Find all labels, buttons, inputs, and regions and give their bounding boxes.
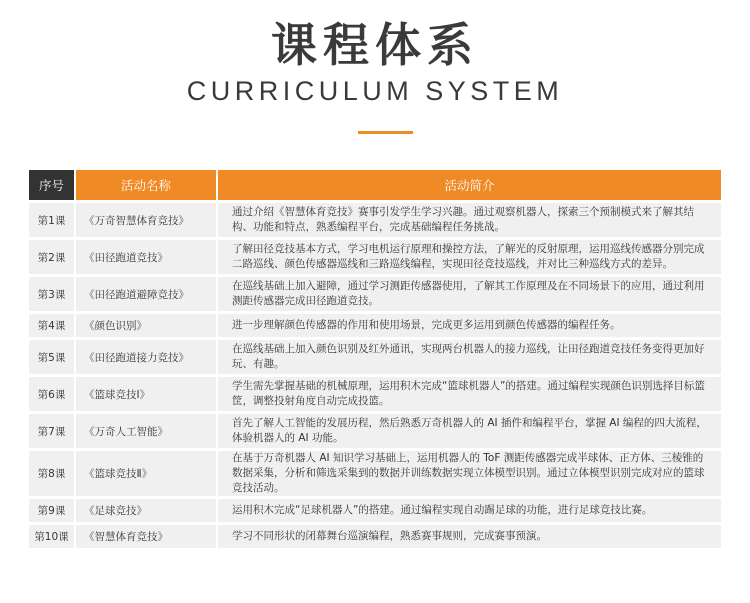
activity-summary: 运用积木完成“足球机器人”的搭建。通过编程实现自动踢足球的功能，进行足球竞技比赛。 [216, 499, 721, 522]
activity-summary: 在巡线基础上加入颜色识别及红外通讯，实现两台机器人的接力巡线，让田径跑道竞技任务变得更加好玩、有趣。 [216, 340, 721, 374]
lesson-number: 第10课 [29, 525, 74, 548]
activity-name: 《田径跑道接力竞技》 [74, 340, 216, 374]
lesson-number: 第6课 [29, 377, 74, 411]
activity-name: 《篮球竞技Ⅱ》 [74, 451, 216, 496]
activity-name: 《田径跑道避障竞技》 [74, 277, 216, 311]
curriculum-table [29, 167, 721, 551]
lesson-number: 第4课 [29, 314, 74, 337]
column-header-number: 序号 [29, 170, 74, 200]
activity-summary: 学生需先掌握基础的机械原理，运用积木完成“篮球机器人”的搭建。通过编程实现颜色识别选择目标篮筐，调整投射角度自动完成投篮。 [216, 377, 721, 411]
title-divider [358, 131, 413, 134]
activity-summary: 了解田径竞技基本方式，学习电机运行原理和操控方法，了解光的反射原理，运用巡线传感器分别完成二路巡线、颜色传感器巡线和三路巡线编程，实现田径竞技巡线，并对比三种巡线方式的差异。 [216, 240, 721, 274]
activity-name: 《足球竞技》 [74, 499, 216, 522]
lesson-number: 第7课 [29, 414, 74, 448]
page-title: 课程体系 [271, 18, 479, 72]
column-header-activity-summary: 活动简介 [216, 170, 721, 200]
lesson-number: 第5课 [29, 340, 74, 374]
lesson-number: 第1课 [29, 203, 74, 237]
table-row [29, 525, 721, 548]
lesson-number: 第8课 [29, 451, 74, 496]
table-row [29, 377, 721, 411]
activity-name: 《颜色识别》 [74, 314, 216, 337]
table-row [29, 314, 721, 337]
table-row [29, 414, 721, 448]
lesson-number: 第2课 [29, 240, 74, 274]
activity-summary: 通过介绍《智慧体育竞技》赛事引发学生学习兴趣。通过观察机器人，探索三个预制模式来了解其结构、功能和特点，熟悉编程平台，完成基础编程任务挑战。 [216, 203, 721, 237]
page-subtitle: CURRICULUM SYSTEM [186, 76, 564, 106]
lesson-number: 第3课 [29, 277, 74, 311]
table-header-row [29, 170, 721, 200]
activity-name: 《万奇人工智能》 [74, 414, 216, 448]
table-row [29, 240, 721, 274]
activity-summary: 首先了解人工智能的发展历程，然后熟悉万奇机器人的 AI 插件和编程平台，掌握 AI 编程的四大流程，体验机器人的 AI 功能。 [216, 414, 721, 448]
lesson-number: 第9课 [29, 499, 74, 522]
activity-summary: 在巡线基础上加入避障，通过学习测距传感器使用，了解其工作原理及在不同场景下的应用，通过利用测距传感器完成田径跑道竞技。 [216, 277, 721, 311]
activity-name: 《智慧体育竞技》 [74, 525, 216, 548]
table-row [29, 451, 721, 496]
table-row [29, 277, 721, 311]
column-header-activity-name: 活动名称 [74, 170, 216, 200]
table-row [29, 340, 721, 374]
activity-summary: 在基于万奇机器人 AI 知识学习基础上，运用机器人的 ToF 测距传感器完成半球体、正方体、三棱锥的数据采集，分析和筛选采集到的数据并训练数据实现立体模型识别。通过立体模型识别完成对应的篮球竞技活动。 [216, 451, 721, 496]
activity-name: 《田径跑道竞技》 [74, 240, 216, 274]
activity-summary: 学习不同形状的闭幕舞台巡演编程，熟悉赛事规则，完成赛事预演。 [216, 525, 721, 548]
activity-name: 《篮球竞技Ⅰ》 [74, 377, 216, 411]
activity-name: 《万奇智慧体育竞技》 [74, 203, 216, 237]
table-row [29, 203, 721, 237]
table-row [29, 499, 721, 522]
activity-summary: 进一步理解颜色传感器的作用和使用场景，完成更多运用到颜色传感器的编程任务。 [216, 314, 721, 337]
